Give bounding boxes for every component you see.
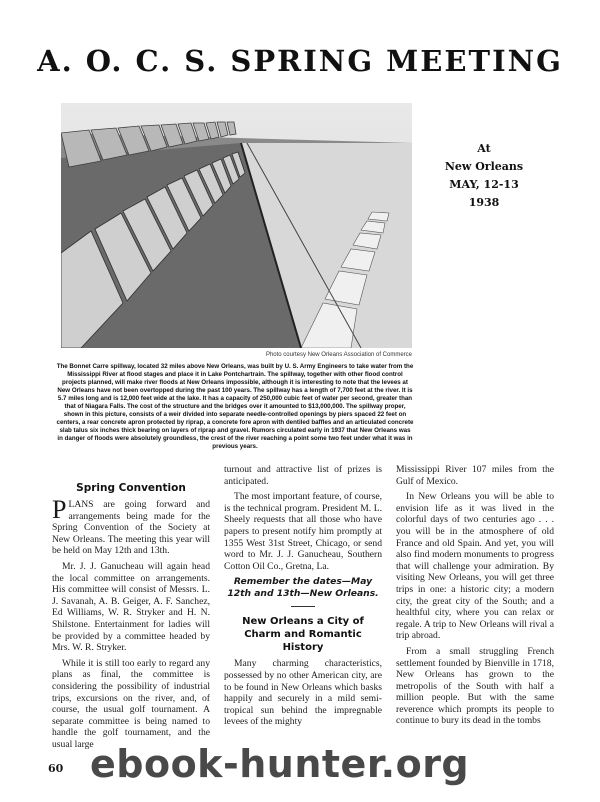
watermark: ebook-hunter.org	[90, 742, 470, 786]
spillway-photo	[61, 103, 412, 348]
event-sidebar	[424, 140, 544, 212]
spillway-illustration	[61, 103, 412, 348]
section-heading-new-orleans: New Orleans a City of Charm and Romantic History	[242, 616, 364, 654]
section-heading-spring-convention: Spring Convention	[76, 482, 186, 494]
sidebar-line-at: At	[477, 142, 491, 155]
drop-cap: P	[52, 495, 67, 524]
paragraph	[52, 495, 210, 557]
paragraph-text: LANS are going forward and arrangements being made for the Spring Convention of the Society at New Orleans. The meeting this year will be held on May 12th and 13th.	[52, 499, 210, 557]
sidebar-line-year: 1938	[468, 196, 500, 209]
divider	[291, 606, 315, 607]
page-number: 60	[48, 762, 64, 775]
column-1	[52, 482, 210, 754]
paragraph: turnout and attractive list of prizes is anticipated.	[224, 464, 382, 487]
paragraph: While it is still too early to regard any plans as final, the committee is considering the possibility of industrial trips, excursions on the river, and, of course, the usual golf tournament. A separate committee is being named to handle the golf tournament, and the usual large	[52, 657, 210, 750]
column-2	[224, 464, 382, 732]
reminder-text: Remember the dates—May 12th and 13th—New Orleans.	[227, 576, 379, 600]
photo-credit: Photo courtesy New Orleans Association of Commerce	[265, 352, 412, 358]
paragraph: From a small struggling French settlement founded by Bienville in 1718, New Orleans has grown to the metropolis of the South with half a million people. But with the same reverence which prompts its people to continue to bury its dead in the tombs	[396, 645, 554, 727]
photo-caption: The Bonnet Carre spillway, located 32 miles above New Orleans, was built by U. S. Army Engineers to take water from the Mississippi River at flood stages and place it in Lake Pontchartrain. The spillway, together with other flood control projects planned, will make river floods at New Orleans impossible, although it is interesting to note that the levees at New Orleans have not been overtopped during the past 100 years. The spillway has a length of 7,700 feet at the river. It is 5.7 miles long and is 12,000 feet wide at the lake. It has a capacity of 250,000 cubic feet of water per second, greater than that of Niagara Falls. The cost of the structure and the bridges over it amounted to $13,000,000. The spillway proper, shown in this picture, consists of a weir divided into separate needle-controlled openings by piers spaced 22 feet on centers, a rear concrete apron protected by riprap, a concrete fore apron with dentiled baffles and an articulated concrete slab talus six inches thick bearing on layers of riprap and gravel. Rumors circulated early in 1937 that New Orleans was in danger of floods were absolutely groundless, the crest of the river reaching a point some two feet under what it was in previous years.	[56, 363, 414, 450]
column-3	[396, 464, 554, 731]
sidebar-line-city: New Orleans	[444, 160, 524, 173]
paragraph: Mississippi River 107 miles from the Gulf of Mexico.	[396, 464, 554, 487]
sidebar-line-dates: MAY, 12-13	[449, 178, 519, 191]
paragraph: Mr. J. J. Ganucheau will again head the local committee on arrangements. His committee will consist of Messrs. L. J. Savanah, A. B. Geiger, A. F. Sanchez, Ed Williams, W. R. Stryker and H. N. Shilstone. Entertainment for ladies will be provided by a committee headed by Mrs. W. R. Stryker.	[52, 560, 210, 654]
page-title: A. O. C. S. SPRING MEETING	[37, 44, 563, 78]
paragraph: In New Orleans you will be able to envision life as it was lived in the colorful days of two centuries ago . . . you will be in the atmosphere of old France and old Spain. And yet, you will also find modern monuments to progress that will challenge your admiration. By visiting New Orleans, you will get three trips in one: a historic city; a modern city, the great city of the South; and a healthful city, where you can relax or regale. A trip to New Orleans will rival a trip abroad.	[396, 491, 554, 642]
paragraph: The most important feature, of course, is the technical program. President M. L. Sheely requests that all those who have papers to present notify him promptly at 1355 West 31st Street, Chicago, or send word to Mr. J. J. Ganucheau, Southern Cotton Oil Co., Gretna, La.	[224, 491, 382, 572]
paragraph: Many charming characteristics, possessed by no other American city, are to be found in New Orleans which basks happily and securely in a mild semi-tropical sun behind the impregnable levees of the mighty	[224, 658, 382, 728]
